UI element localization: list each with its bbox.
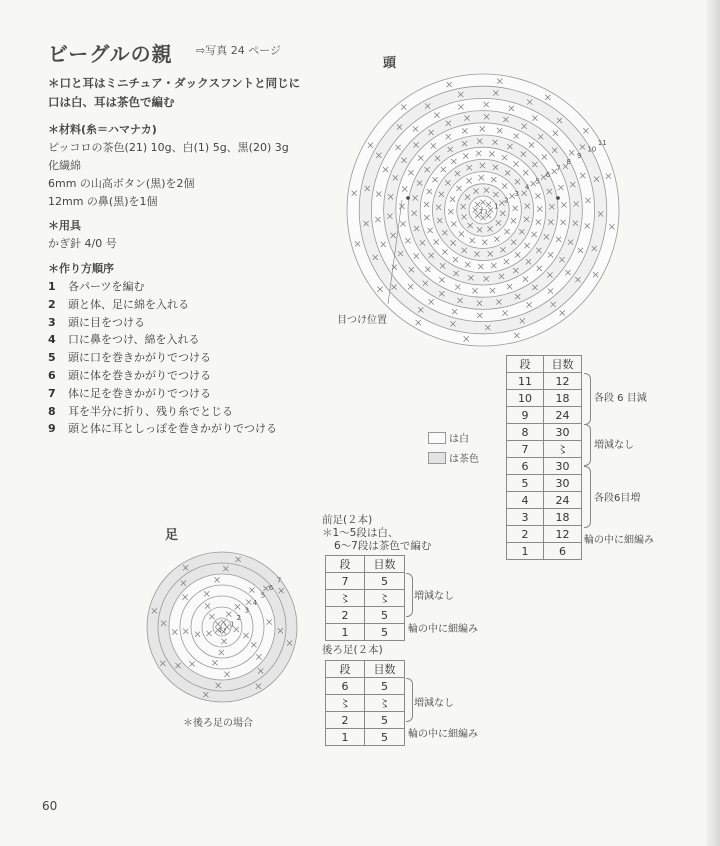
back-leg-note-start: 輪の中に細編み bbox=[408, 729, 478, 740]
table-row bbox=[507, 492, 582, 509]
eye-dot bbox=[406, 196, 410, 200]
steps-list bbox=[48, 278, 277, 438]
table-cell: 1 bbox=[326, 624, 365, 641]
front-leg-title bbox=[322, 514, 431, 553]
step-text: 頭と体に耳としっぽを巻きかがりでつける bbox=[68, 422, 277, 436]
table-row bbox=[507, 373, 582, 390]
steps-heading-text: ＊作り方順序 bbox=[48, 262, 114, 275]
note-decrease: 各段 6 目減 bbox=[594, 393, 647, 404]
round-number: 2 bbox=[236, 614, 242, 623]
round-number: 6 bbox=[268, 584, 274, 593]
round-number: 2 bbox=[504, 196, 509, 205]
step-item bbox=[48, 314, 277, 332]
table-cell: 5 bbox=[365, 607, 405, 624]
table-row bbox=[507, 390, 582, 407]
legend-white bbox=[428, 430, 469, 445]
note-increase: 各段6目増 bbox=[594, 493, 641, 504]
round-number: 1 bbox=[494, 202, 499, 211]
brace-no-change bbox=[584, 424, 591, 466]
head-round-table bbox=[506, 355, 582, 560]
step-text: 頭に目をつける bbox=[68, 315, 145, 329]
round-number: 6 bbox=[545, 170, 551, 179]
materials-line: ピッコロの茶色(21) 10g、白(1) 5g、黒(20) 3g bbox=[48, 141, 289, 154]
step-item bbox=[48, 331, 277, 349]
step-item bbox=[48, 349, 277, 367]
table-cell: 〻 bbox=[365, 695, 405, 712]
table-cell: 24 bbox=[544, 492, 582, 509]
table-cell: 5 bbox=[365, 573, 405, 590]
tools-section bbox=[48, 217, 117, 253]
table-cell: 5 bbox=[365, 624, 405, 641]
back-leg-table bbox=[325, 660, 405, 746]
step-text: 頭と体、足に綿を入れる bbox=[68, 297, 189, 311]
table-row bbox=[507, 458, 582, 475]
table-cell: 2 bbox=[326, 607, 365, 624]
table-cell: 5 bbox=[507, 475, 544, 492]
table-cell: 30 bbox=[544, 475, 582, 492]
table-row bbox=[507, 424, 582, 441]
table-cell: 6 bbox=[507, 458, 544, 475]
table-cell: 3 bbox=[507, 509, 544, 526]
page-edge bbox=[706, 0, 720, 846]
note-no-change: 増減なし bbox=[594, 440, 634, 451]
table-cell: 24 bbox=[544, 407, 582, 424]
table-cell: 10 bbox=[507, 390, 544, 407]
table-header: 段 bbox=[507, 356, 544, 373]
step-number: 6 bbox=[48, 368, 56, 382]
table-header: 段 bbox=[326, 556, 365, 573]
eye-position-label: 目つけ位置 bbox=[337, 315, 387, 326]
photo-reference: ⇨写真 24 ページ bbox=[196, 44, 281, 57]
table-cell: 5 bbox=[365, 729, 405, 746]
table-cell: 12 bbox=[544, 373, 582, 390]
page-title: ビーグルの親 bbox=[48, 42, 173, 66]
tools-heading: ＊用具 bbox=[48, 219, 81, 232]
table-row bbox=[326, 729, 405, 746]
step-number: 2 bbox=[48, 297, 56, 311]
round-number: 4 bbox=[252, 599, 258, 608]
foot-label: 足 bbox=[165, 528, 179, 543]
table-cell: 1 bbox=[326, 729, 365, 746]
round-number: 5 bbox=[535, 177, 540, 186]
brace-decrease bbox=[584, 373, 591, 425]
step-number: 5 bbox=[48, 351, 56, 365]
table-row bbox=[326, 712, 405, 729]
intro-note bbox=[48, 74, 300, 112]
step-text: 各パーツを編む bbox=[68, 280, 145, 293]
table-cell: 2 bbox=[507, 526, 544, 543]
legend-brown-label: は茶色 bbox=[449, 454, 479, 465]
front-leg-table bbox=[325, 555, 405, 641]
table-cell: 11 bbox=[507, 373, 544, 390]
materials-line: 6mm の山高ボタン(黒)を2個 bbox=[48, 177, 195, 190]
foot-center-label: わ bbox=[218, 625, 226, 634]
materials-section bbox=[48, 121, 289, 211]
front-leg-title-text: 前足(２本) bbox=[322, 514, 373, 526]
table-header: 目数 bbox=[365, 661, 405, 678]
step-text: 体に足を巻きかがりでつける bbox=[68, 386, 211, 400]
intro-line: ＊口と耳はミニチュア・ダックスフントと同じに bbox=[48, 76, 301, 90]
step-text: 頭に体を巻きかがりでつける bbox=[68, 368, 211, 382]
step-item bbox=[48, 403, 277, 421]
foot-crochet-diagram bbox=[138, 545, 306, 713]
front-leg-sub: 6～7段は茶色で編む bbox=[334, 540, 432, 552]
round-number: 7 bbox=[556, 164, 561, 173]
page-number: 60 bbox=[42, 799, 58, 813]
table-cell: 30 bbox=[544, 458, 582, 475]
step-item bbox=[48, 296, 277, 314]
head-crochet-diagram bbox=[340, 72, 620, 352]
round-number: 4 bbox=[524, 183, 530, 192]
front-leg-sub: ＊1～5段は白、 bbox=[322, 527, 399, 539]
intro-line: 口は白、耳は茶色で編む bbox=[48, 95, 175, 109]
table-cell: 18 bbox=[544, 509, 582, 526]
round-number: 5 bbox=[260, 591, 266, 600]
table-cell: 8 bbox=[507, 424, 544, 441]
table-header-row bbox=[326, 661, 405, 678]
table-cell: 〻 bbox=[365, 590, 405, 607]
table-row bbox=[326, 624, 405, 641]
step-item bbox=[48, 278, 277, 296]
front-leg-brace bbox=[406, 573, 413, 617]
table-header: 目数 bbox=[544, 356, 582, 373]
step-text: 頭に口を巻きかがりでつける bbox=[68, 351, 211, 365]
back-leg-note-no-change: 増減なし bbox=[414, 698, 454, 709]
step-number: 8 bbox=[48, 404, 56, 418]
table-header-row bbox=[507, 356, 582, 373]
round-number: 7 bbox=[276, 576, 282, 585]
materials-heading: ＊材料(糸＝ハマナカ) bbox=[48, 123, 157, 136]
step-number: 1 bbox=[48, 280, 56, 293]
tools-line: かぎ針 4/0 号 bbox=[48, 237, 117, 250]
table-cell: 5 bbox=[365, 712, 405, 729]
step-text: 耳を半分に折り、残り糸でとじる bbox=[68, 404, 233, 418]
note-start-ring: 輪の中に細編み bbox=[584, 535, 654, 546]
table-cell: 〻 bbox=[326, 695, 365, 712]
table-cell: 6 bbox=[326, 678, 365, 695]
round-number: 3 bbox=[514, 190, 520, 199]
steps-heading bbox=[48, 260, 114, 278]
table-cell: 2 bbox=[326, 712, 365, 729]
table-row bbox=[507, 509, 582, 526]
table-row bbox=[507, 475, 582, 492]
round-number: 3 bbox=[244, 606, 250, 615]
head-center-label: わ bbox=[478, 207, 488, 217]
table-cell: 12 bbox=[544, 526, 582, 543]
table-cell: 9 bbox=[507, 407, 544, 424]
step-number: 9 bbox=[48, 422, 56, 436]
table-row bbox=[507, 543, 582, 560]
step-item bbox=[48, 385, 277, 403]
round-number: 1 bbox=[229, 620, 235, 629]
table-cell: 6 bbox=[544, 543, 582, 560]
brown-swatch bbox=[428, 452, 446, 464]
table-row bbox=[507, 526, 582, 543]
table-cell: 5 bbox=[365, 678, 405, 695]
round-number: 11 bbox=[597, 139, 607, 148]
materials-line: 化繊綿 bbox=[48, 159, 81, 172]
table-row bbox=[326, 607, 405, 624]
table-header-row bbox=[326, 556, 405, 573]
table-cell: 1 bbox=[507, 543, 544, 560]
table-cell: 〻 bbox=[326, 590, 365, 607]
step-item bbox=[48, 367, 277, 385]
table-header: 段 bbox=[326, 661, 365, 678]
step-number: 4 bbox=[48, 333, 56, 347]
front-leg-note-start: 輪の中に細編み bbox=[408, 624, 478, 635]
legend-brown bbox=[428, 450, 479, 465]
table-row bbox=[326, 590, 405, 607]
brace-increase bbox=[584, 466, 591, 528]
table-header: 目数 bbox=[365, 556, 405, 573]
step-number: 3 bbox=[48, 315, 56, 329]
table-cell: 18 bbox=[544, 390, 582, 407]
materials-line: 12mm の鼻(黒)を1個 bbox=[48, 195, 158, 208]
round-number: 9 bbox=[576, 151, 582, 160]
table-row bbox=[326, 678, 405, 695]
white-swatch bbox=[428, 432, 446, 444]
step-text: 口に鼻をつけ、綿を入れる bbox=[68, 333, 200, 347]
table-cell: 7 bbox=[507, 441, 544, 458]
back-leg-title: 後ろ足(２本) bbox=[322, 644, 383, 656]
back-leg-brace bbox=[406, 678, 413, 722]
table-cell: 7 bbox=[326, 573, 365, 590]
round-number: 8 bbox=[566, 158, 572, 167]
head-label: 頭 bbox=[383, 56, 397, 71]
table-row bbox=[326, 695, 405, 712]
table-row bbox=[326, 573, 405, 590]
table-row bbox=[507, 441, 582, 458]
step-number: 7 bbox=[48, 386, 56, 400]
foot-note: ＊後ろ足の場合 bbox=[183, 718, 253, 729]
eye-dot bbox=[556, 196, 560, 200]
table-cell: 30 bbox=[544, 424, 582, 441]
step-item bbox=[48, 420, 277, 438]
front-leg-note-no-change: 増減なし bbox=[414, 591, 454, 602]
table-cell: 〻 bbox=[544, 441, 582, 458]
legend-white-label: は白 bbox=[449, 434, 469, 445]
table-row bbox=[507, 407, 582, 424]
table-cell: 4 bbox=[507, 492, 544, 509]
round-number: 10 bbox=[587, 145, 597, 154]
